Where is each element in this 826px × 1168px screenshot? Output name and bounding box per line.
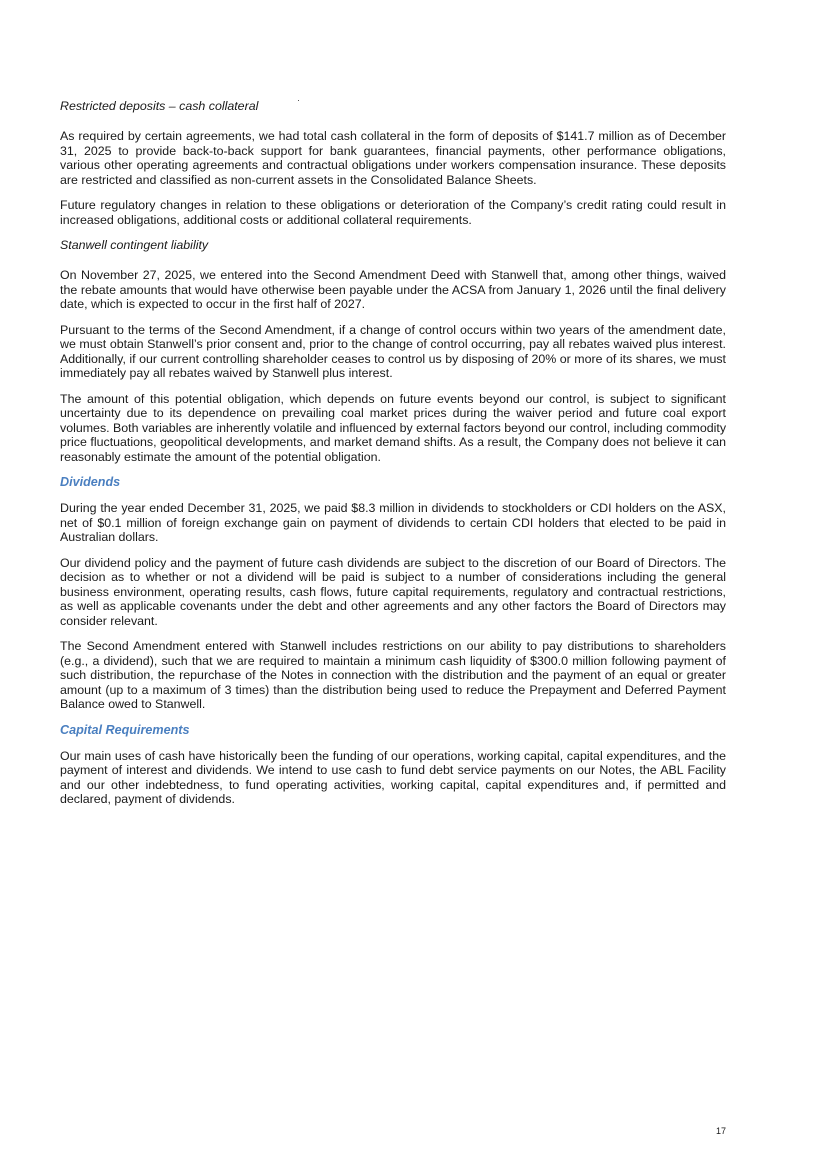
dividends-section — [60, 475, 726, 712]
dividends-paragraph-1: During the year ended December 31, 2025, we paid $8.3 million in dividends to stockholders or CDI holders on the ASX, net of $0.1 million of foreign exchange gain on payment of dividends to certain CDI holders that elected to be paid in Australian dollars. — [60, 501, 726, 544]
capital-requirements-heading: Capital Requirements — [60, 722, 190, 737]
page-number: 17 — [716, 1126, 727, 1136]
document-page — [60, 99, 726, 818]
stanwell-contingent-section — [60, 238, 726, 464]
restricted-deposits-heading: Restricted deposits – cash collateral — [60, 99, 259, 113]
restricted-deposits-paragraph-2: Future regulatory changes in relation to these obligations or deterioration of the Company’s credit rating could result in increased obligations, additional costs or additional collateral requirements. — [60, 198, 726, 227]
capital-requirements-paragraph-1: Our main uses of cash have historically been the funding of our operations, working capital, capital expenditures, and the payment of interest and dividends. We intend to use cash to fund debt service payments on our Notes, the ABL Facility and our other indebtedness, to fund operating activities, working capital, capital expenditures and, if permitted and declared, payment of dividends. — [60, 748, 726, 806]
dividends-heading: Dividends — [60, 475, 121, 489]
stanwell-contingent-paragraph-2: Pursuant to the terms of the Second Amendment, if a change of control occurs within two years of the amendment date, we must obtain Stanwell’s prior consent and, prior to the change of control occurring, pay all rebates waived plus interest. Additionally, if our current controlling shareholder ceases to control us by disposing of 20% or more of its shares, we must immediately pay all rebates waived by Stanwell plus interest. — [60, 322, 726, 380]
stanwell-contingent-heading: Stanwell contingent liability — [60, 238, 209, 252]
stanwell-contingent-paragraph-3: The amount of this potential obligation, which depends on future events beyond our control, is subject to significant uncertainty due to its dependence on prevailing coal market prices during the waiver period and future coal export volumes. Both variables are inherently volatile and influenced by external factors beyond our control, including commodity price fluctuations, geopolitical developments, and market demand shifts. As a result, the Company does not believe it can reasonably estimate the amount of the potential obligation. — [60, 391, 727, 464]
dividends-paragraph-3: The Second Amendment entered with Stanwell includes restrictions on our ability to pay distributions to shareholders (e.g., a dividend), such that we are required to maintain a minimum cash liquidity of $300.0 million following payment of such distribution, the repurchase of the Notes in connection with the distribution and the payment of an equal or greater amount (up to a maximum of 3 times) than the distribution being used to reduce the Prepayment and Deferred Payment Balance owed to Stanwell. — [60, 639, 726, 711]
restricted-deposits-paragraph-1: As required by certain agreements, we had total cash collateral in the form of deposits of $141.7 million as of December 31, 2025 to provide back-to-back support for bank guarantees, financial payments, other performance obligations, various other operating agreements and contractual obligations under workers compensation insurance. These deposits are restricted and classified as non-current assets in the Consolidated Balance Sheets. — [60, 129, 726, 187]
restricted-deposits-section — [60, 99, 726, 227]
dividends-paragraph-2: Our dividend policy and the payment of future cash dividends are subject to the discretion of our Board of Directors. The decision as to whether or not a dividend will be paid is subject to a number of considerations including the general business environment, operating results, cash flows, future capital requirements, regulatory and contractual restrictions, as well as applicable covenants under the debt and other agreements and any other factors the Board of Directors may consider relevant. — [60, 555, 726, 628]
stanwell-contingent-paragraph-1: On November 27, 2025, we entered into the Second Amendment Deed with Stanwell that, among other things, waived the rebate amounts that would have otherwise been payable under the ACSA from January 1, 2026 until the final delivery date, which is expected to occur in the first half of 2027. — [60, 268, 726, 311]
capital-requirements-section — [60, 723, 726, 807]
